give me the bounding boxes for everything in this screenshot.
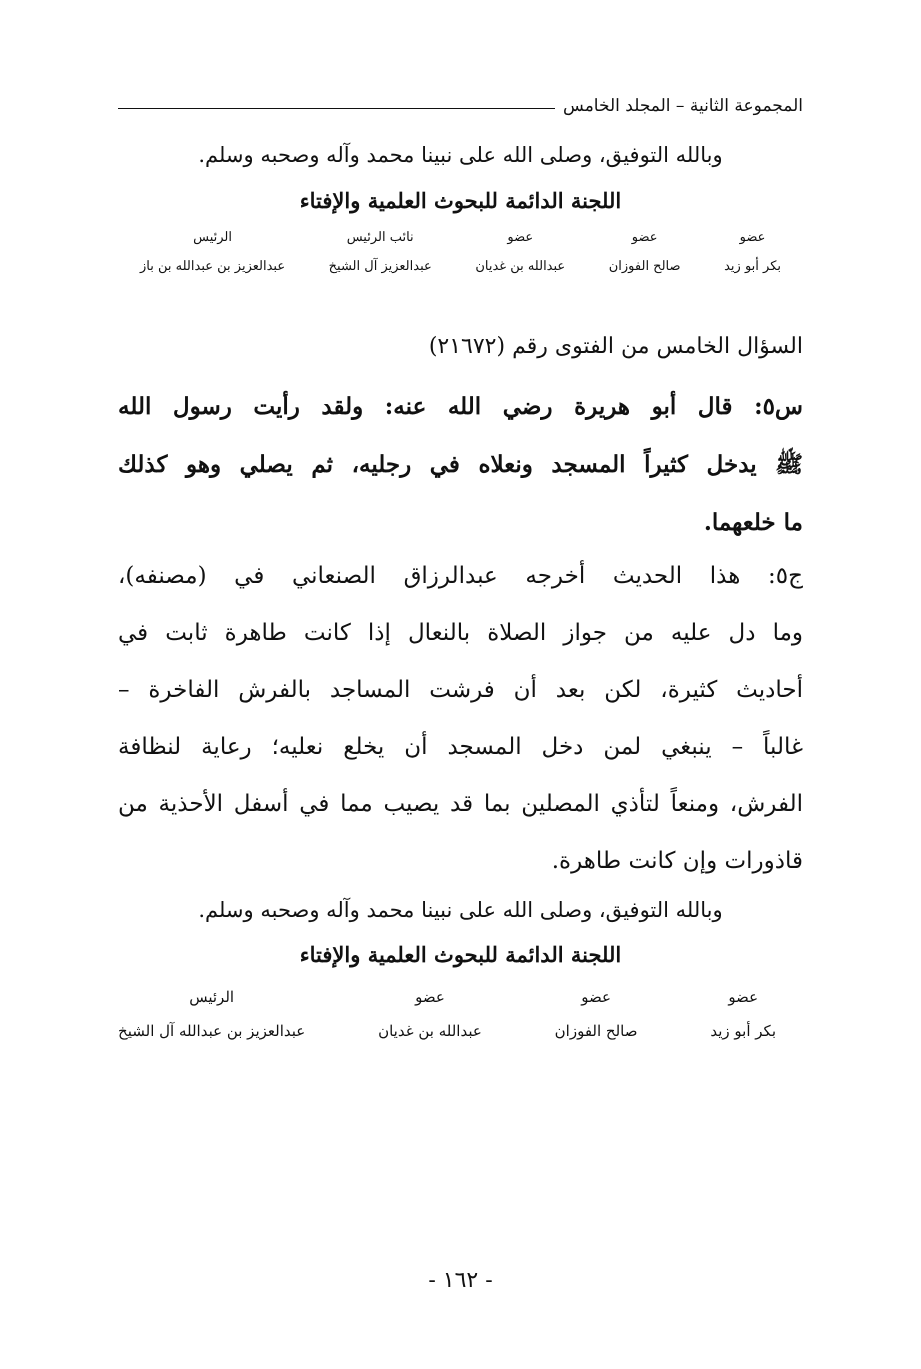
signatory-name: عبدالله بن غديان [378, 1022, 482, 1040]
answer-line: الفرش، ومنعاً لتأذي المصلين بما قد يصيب مما في أسفل الأحذية من [118, 791, 803, 817]
closing-line-2: وبالله التوفيق، وصلى الله على نبينا محمد وآله وصحبه وسلم. [198, 898, 723, 922]
signatory-role: الرئيس [189, 988, 235, 1006]
signatory [724, 230, 781, 274]
running-header [118, 92, 803, 120]
answer-line: غالباً – ينبغي لمن دخل المسجد أن يخلع نعليه؛ رعاية لنظافة [118, 734, 803, 760]
signatory-name: بكر أبو زيد [710, 1022, 776, 1040]
question-line: ﷺ يدخل كثيراً المسجد ونعلاه في رجليه، ثم يصلي وهو كذلك [118, 451, 803, 478]
question-line: ما خلعهما. [703, 509, 803, 536]
signatory-role: عضو [728, 988, 759, 1006]
committee-name-2: اللجنة الدائمة للبحوث العلمية والإفتاء [299, 942, 622, 967]
signatory-name: عبدالعزيز بن عبدالله بن باز [140, 259, 286, 274]
signatory [710, 988, 776, 1040]
fatwa-title: السؤال الخامس من الفتوى رقم (٢١٦٧٢) [428, 334, 803, 359]
page-number: - ١٦٢ - [428, 1268, 493, 1293]
signatory-name: عبدالله بن غديان [475, 259, 566, 274]
committee-name-1: اللجنة الدائمة للبحوث العلمية والإفتاء [299, 188, 622, 213]
signatory-name: صالح الفوزان [608, 259, 681, 274]
signatory [118, 988, 305, 1040]
question-line: س٥: قال أبو هريرة رضي الله عنه: ولقد رأيت رسول الله [118, 393, 803, 420]
answer-line: وما دل عليه من جواز الصلاة بالنعال إذا كانت طاهرة ثابت في [118, 620, 803, 646]
answer-line: أحاديث كثيرة، لكن بعد أن فرشت المساجد بالفرش الفاخرة – [118, 677, 803, 703]
answer-line: قاذورات وإن كانت طاهرة. [551, 848, 803, 874]
signatory [140, 230, 285, 274]
signatory-role: عضو [507, 230, 534, 245]
signatory-name: صالح الفوزان [554, 1022, 638, 1040]
signatory [378, 988, 482, 1040]
answer-line: ج٥: هذا الحديث أخرجه عبدالرزاق الصنعاني في (مصنفه)، [118, 563, 803, 589]
signatory [475, 230, 565, 274]
signatory-role: نائب الرئيس [346, 230, 414, 245]
signatory-name: بكر أبو زيد [724, 259, 781, 274]
signatory [609, 230, 681, 274]
signatory-role: عضو [581, 988, 611, 1006]
signatory-name: عبدالعزيز بن عبدالله آل الشيخ [118, 1022, 306, 1040]
signatory-role: عضو [739, 230, 766, 245]
signatures-block-2 [118, 988, 776, 1040]
signatures-block-1 [140, 230, 781, 274]
signatory [329, 230, 432, 274]
header-rule [118, 108, 555, 109]
signatory-name: عبدالعزيز آل الشيخ [328, 259, 432, 274]
closing-line-1: وبالله التوفيق، وصلى الله على نبينا محمد وآله وصحبه وسلم. [198, 143, 723, 167]
signatory-role: عضو [631, 230, 658, 245]
running-header-text: المجموعة الثانية – المجلد الخامس [563, 96, 803, 116]
signatory-role: عضو [415, 988, 445, 1006]
signatory [555, 988, 638, 1040]
answer-paragraph [118, 548, 803, 890]
question-paragraph [118, 378, 803, 552]
signatory-role: الرئيس [193, 230, 232, 245]
